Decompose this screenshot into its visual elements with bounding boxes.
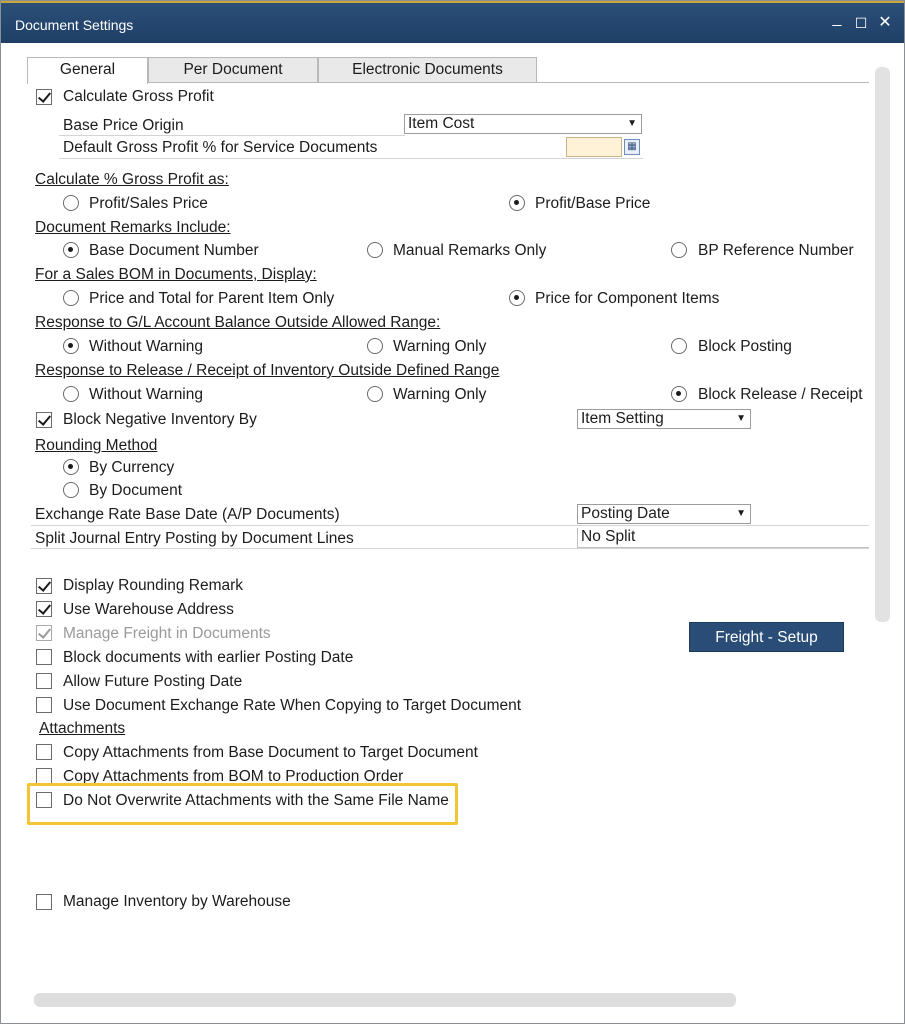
use-warehouse-address-label: Use Warehouse Address [63,601,234,618]
tab-panel-border [148,82,869,83]
divider [31,525,869,526]
maximize-icon[interactable]: ☐ [854,15,868,31]
tab-electronic-documents-label: Electronic Documents [352,61,503,78]
divider [59,158,643,159]
inv-without-warning-label: Without Warning [89,386,203,403]
gl-warning-only-radio[interactable] [367,338,383,354]
by-document-label: By Document [89,482,183,499]
window-title: Document Settings [15,17,134,33]
bp-reference-number-radio[interactable] [671,242,687,258]
title-bar [1,1,904,43]
profit-base-price-radio[interactable] [509,195,525,211]
tab-general[interactable] [27,57,148,84]
calculator-icon[interactable]: ▦ [624,139,640,155]
do-not-overwrite-label: Do Not Overwrite Attachments with the Same File Name [63,792,449,809]
exchange-rate-label: Exchange Rate Base Date (A/P Documents) [35,506,340,523]
freight-setup-button[interactable]: Freight - Setup [689,622,844,652]
manage-freight-checkbox [36,625,52,641]
parent-item-only-label: Price and Total for Parent Item Only [89,290,335,307]
base-price-origin-value: Item Cost [408,115,475,132]
tab-general-label: General [59,61,116,78]
inv-warning-only-label: Warning Only [393,386,487,403]
by-currency-radio[interactable] [63,459,79,475]
divider [31,548,869,549]
gl-without-warning-radio[interactable] [63,338,79,354]
exchange-rate-dropdown[interactable] [577,504,751,524]
component-items-radio[interactable] [509,290,525,306]
inv-block-release-radio[interactable] [671,386,687,402]
sales-bom-heading: For a Sales BOM in Documents, Display: [35,266,317,283]
calculate-gross-profit-label: Calculate Gross Profit [63,88,214,105]
base-document-number-radio[interactable] [63,242,79,258]
inv-warning-only-radio[interactable] [367,386,383,402]
gl-without-warning-label: Without Warning [89,338,203,355]
use-warehouse-address-checkbox[interactable] [36,601,52,617]
block-negative-inventory-label: Block Negative Inventory By [63,411,257,428]
inv-without-warning-radio[interactable] [63,386,79,402]
gl-warning-only-label: Warning Only [393,338,487,355]
close-icon[interactable]: ✕ [878,14,892,31]
rounding-method-heading: Rounding Method [35,437,158,454]
profit-base-price-label: Profit/Base Price [535,195,651,212]
by-currency-label: By Currency [89,459,175,476]
component-items-label: Price for Component Items [535,290,720,307]
profit-sales-price-label: Profit/Sales Price [89,195,208,212]
display-rounding-remark-checkbox[interactable] [36,578,52,594]
gl-block-posting-radio[interactable] [671,338,687,354]
block-negative-inventory-dropdown[interactable] [577,409,751,429]
default-gross-profit-label: Default Gross Profit % for Service Documents [63,139,378,156]
vertical-scrollbar[interactable] [875,67,890,622]
base-price-origin-dropdown[interactable] [404,114,642,134]
inv-block-release-label: Block Release / Receipt [698,386,863,403]
copy-attachments-base-label: Copy Attachments from Base Document to Target Document [63,744,478,761]
attachments-heading: Attachments [39,720,126,737]
chevron-down-icon: ▼ [736,508,746,519]
block-negative-inventory-checkbox[interactable] [36,412,52,428]
copy-attachments-base-checkbox[interactable] [36,744,52,760]
manage-inventory-by-warehouse-label: Manage Inventory by Warehouse [63,893,291,910]
manual-remarks-only-label: Manual Remarks Only [393,242,547,259]
divider [59,135,405,136]
exchange-rate-value: Posting Date [581,505,670,522]
minimize-icon[interactable]: _ [832,10,842,27]
horizontal-scrollbar[interactable] [34,993,736,1007]
doc-remarks-heading: Document Remarks Include: [35,219,231,236]
bp-reference-number-label: BP Reference Number [698,242,854,259]
default-gross-profit-input[interactable] [566,137,622,157]
block-earlier-posting-checkbox[interactable] [36,649,52,665]
allow-future-posting-label: Allow Future Posting Date [63,673,243,690]
do-not-overwrite-checkbox[interactable] [36,792,52,808]
by-document-radio[interactable] [63,482,79,498]
copy-attachments-bom-label: Copy Attachments from BOM to Production Order [63,768,404,785]
display-rounding-remark-label: Display Rounding Remark [63,577,244,594]
tab-per-document-label: Per Document [183,61,283,78]
tab-per-document[interactable] [148,57,318,83]
base-document-number-label: Base Document Number [89,242,259,259]
calc-gp-as-heading: Calculate % Gross Profit as: [35,171,229,188]
split-je-label: Split Journal Entry Posting by Document Lines [35,530,354,547]
parent-item-only-radio[interactable] [63,290,79,306]
inventory-response-heading: Response to Release / Receipt of Inventory Outside Defined Range [35,362,500,379]
split-je-field[interactable] [577,528,869,548]
chevron-down-icon: ▼ [736,413,746,424]
split-je-value: No Split [581,528,636,545]
manage-freight-label: Manage Freight in Documents [63,625,271,642]
gl-block-posting-label: Block Posting [698,338,792,355]
calculate-gross-profit-checkbox[interactable] [36,89,52,105]
manage-inventory-by-warehouse-checkbox[interactable] [36,894,52,910]
copy-attachments-bom-checkbox[interactable] [36,768,52,784]
tab-electronic-documents[interactable] [318,57,537,83]
manual-remarks-only-radio[interactable] [367,242,383,258]
use-doc-exchange-rate-checkbox[interactable] [36,697,52,713]
profit-sales-price-radio[interactable] [63,195,79,211]
base-price-origin-label: Base Price Origin [63,117,184,134]
chevron-down-icon: ▼ [627,118,637,129]
gl-response-heading: Response to G/L Account Balance Outside Allowed Range: [35,314,441,331]
use-doc-exchange-rate-label: Use Document Exchange Rate When Copying to Target Document [63,697,522,714]
allow-future-posting-checkbox[interactable] [36,673,52,689]
block-earlier-posting-label: Block documents with earlier Posting Date [63,649,354,666]
block-negative-inventory-value: Item Setting [581,410,664,427]
